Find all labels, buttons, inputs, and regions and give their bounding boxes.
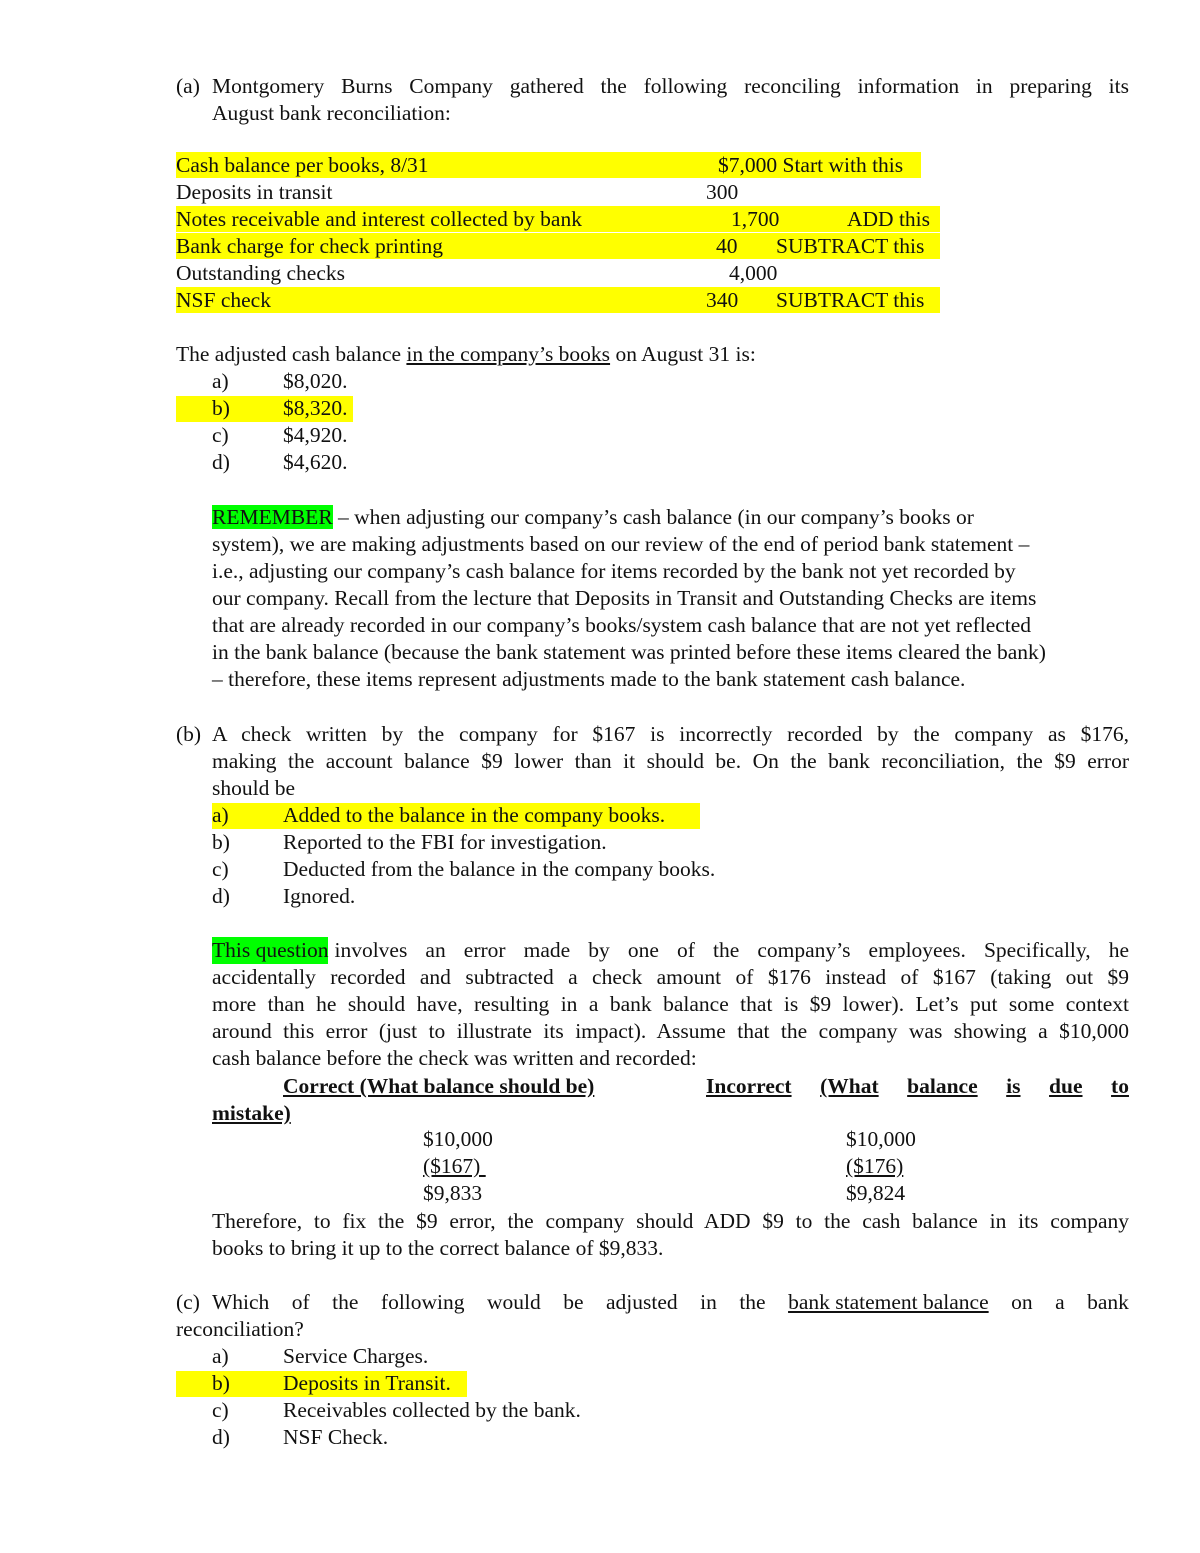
qa-label: (a) [176,74,200,98]
qb-line: should be [212,776,296,800]
option-letter: a) [212,803,229,827]
explanation-line: This question involves an error made by one of the company’s employees. Specifically, he [212,938,1129,962]
row-amount: 1,700 [731,207,780,231]
qc-label: (c) [176,1290,200,1314]
qa-intro-line2: August bank reconciliation: [212,101,451,125]
row-label: Cash balance per books, 8/31 [176,153,429,177]
option-letter: a) [212,369,229,393]
remember-line: in the bank balance (because the bank statement was printed before these items cleared the bank) [212,640,1046,664]
option-letter: d) [212,884,230,908]
qb-label: (b) [176,722,202,746]
option-text: Ignored. [283,884,356,908]
row-note: ADD this [847,207,931,231]
qc-question-line2: reconciliation? [176,1317,304,1341]
remember-line: that are already recorded in our company’s books/system cash balance that are not yet reflected [212,613,1032,637]
explanation-tag: This question [212,938,329,962]
row-label: NSF check [176,288,271,312]
option-text: $8,020. [283,369,348,393]
row-label: Bank charge for check printing [176,234,444,258]
remember-line: i.e., adjusting our company’s cash balance for items recorded by the bank not yet recorded by [212,559,1016,583]
option-text: Receivables collected by the bank. [283,1398,581,1422]
row-amount: 40 [716,234,738,258]
row-label: Notes receivable and interest collected by bank [176,207,582,231]
option-letter: b) [212,396,230,420]
remember-line: system), we are making adjustments based on our review of the end of period bank statement – [212,532,1030,556]
explanation-line: cash balance before the check was written and recorded: [212,1046,697,1070]
remember-line: – therefore, these items represent adjustments made to the bank statement cash balance. [212,667,966,691]
incorrect-value: $10,000 [846,1127,916,1151]
remember-tag: REMEMBER [212,505,333,529]
conclusion-line: books to bring it up to the correct balance of $9,833. [212,1236,664,1260]
incorrect-value: ($176) [846,1154,904,1178]
correct-header: Correct (What balance should be) [283,1074,595,1098]
option-letter: b) [212,1371,230,1395]
incorrect-value: $9,824 [846,1181,906,1205]
remember-line: REMEMBER – when adjusting our company’s cash balance (in our company’s books or [212,505,974,529]
option-letter: d) [212,1425,230,1449]
explanation-line: accidentally recorded and subtracted a check amount of $176 instead of $167 (taking out $9 [212,965,1129,989]
option-text: NSF Check. [283,1425,389,1449]
qa-intro-line1: Montgomery Burns Company gathered the following reconciling information in preparing its [212,74,1129,98]
option-text: Service Charges. [283,1344,429,1368]
option-text: Deducted from the balance in the company books. [283,857,716,881]
option-letter: c) [212,857,229,881]
row-label: Outstanding checks [176,261,345,285]
row-amount: 300 [706,180,739,204]
row-amount: $7,000 Start with this [718,153,904,177]
option-text: Added to the balance in the company books. [283,803,666,827]
option-letter: c) [212,1398,229,1422]
incorrect-header: Incorrect (What balance is due to [706,1074,1129,1098]
row-note: SUBTRACT this [776,288,925,312]
explanation-line: around this error (just to illustrate its impact). Assume that the company was showing a $10,000 [212,1019,1129,1043]
correct-value: ($167) [423,1154,486,1178]
qc-question-line1: Which of the following would be adjusted in the bank statement balance on a bank [212,1290,1129,1314]
correct-value: $9,833 [423,1181,483,1205]
row-note: SUBTRACT this [776,234,925,258]
row-amount: 340 [706,288,739,312]
option-text: Deposits in Transit. [283,1371,451,1395]
explanation-line: more than he should have, resulting in a bank balance that is $9 lower). Let’s put some context [212,992,1129,1016]
option-text: $4,620. [283,450,348,474]
option-letter: d) [212,450,230,474]
conclusion-line: Therefore, to fix the $9 error, the company should ADD $9 to the cash balance in its company [212,1209,1129,1233]
row-amount: 4,000 [729,261,778,285]
correct-value: $10,000 [423,1127,493,1151]
option-letter: a) [212,1344,229,1368]
qb-line: making the account balance $9 lower than it should be. On the bank reconciliation, the $9 error [212,749,1129,773]
option-letter: b) [212,830,230,854]
option-text: Reported to the FBI for investigation. [283,830,607,854]
row-label: Deposits in transit [176,180,333,204]
incorrect-header-cont: mistake) [212,1101,291,1125]
option-letter: c) [212,423,229,447]
qb-line: A check written by the company for $167 is incorrectly recorded by the company as $176, [212,722,1129,746]
option-text: $4,920. [283,423,348,447]
remember-line: our company. Recall from the lecture that Deposits in Transit and Outstanding Checks are items [212,586,1037,610]
qa-question: The adjusted cash balance in the company’s books on August 31 is: [176,342,756,366]
option-text: $8,320. [283,396,348,420]
